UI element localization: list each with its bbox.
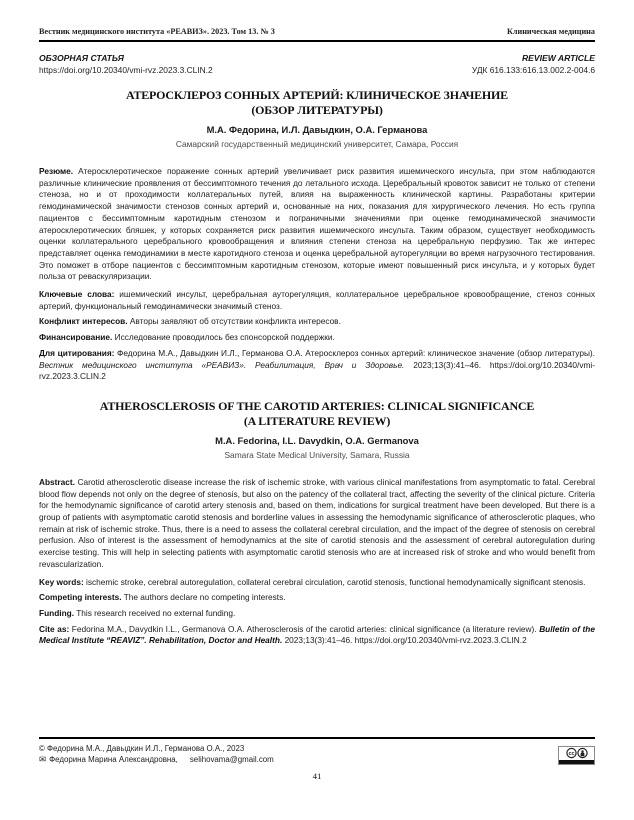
competing-en-label: Competing interests. [39,592,122,603]
cc-by-license-badge[interactable] [558,746,595,765]
udk-number: УДК 616.133:616.13.002.2-004.6 [471,65,595,75]
title-en [39,399,595,429]
abstract-en-text: Carotid atherosclerotic disease increase the risk of ischemic stroke, with various clinical manifestations from asymptomatic to fatal. Cerebral blood flow depends not only on the degree of stenosis, but also on the patency of the collateral tract, affecting the severity of the clinical picture. Criteria for the hemodynamic significance of carotid artery stenosis and, based on them, indications for surgical treatment have been developed. But there is a group of patients with asymptomatic carotid stenosis and borderline values in assessing the hemodynamic significance of atherosclerotic plaques, who remain at risk of ischemic stroke. Thus, there is a need to assess the collateral cerebral circulation, and the impact of the degree of stenosis on cerebral perfusion. Also of interest is the assessment of hemodynamics at the site of carotid stenosis and the assessment of cerebral autoregulation during exercise testing. This will help in selecting patients with asymptomatic carotid stenosis who are at increased risk of stroke and who would benefit from revascularization. [39,476,595,569]
keywords-ru-label: Ключевые слова: [39,289,115,300]
conflict-ru-label: Конфликт интересов. [39,316,128,327]
doi-link[interactable]: https://doi.org/10.20340/vmi-rvz.2023.3.CLIN.2 [39,65,213,75]
keywords-en-text: ischemic stroke, cerebral autoregulation, collateral cerebral circulation, carotid stenosis, functional hemodynamically significant stenosis. [86,576,586,587]
english-block [39,399,595,647]
title-ru-line2: (ОБЗОР ЛИТЕРАТУРЫ) [251,103,383,117]
keywords-en-label: Key words: [39,576,84,587]
article-type-left [39,53,213,75]
contact-name: Федорина Марина Александровна, [49,755,178,764]
citation-ru [39,348,595,383]
conflict-ru [39,316,595,328]
section-header: Клиническая медицина [506,27,595,36]
page-footer [39,737,595,765]
article-type-ru: ОБЗОРНАЯ СТАТЬЯ [39,53,124,63]
abstract-en-label: Abstract. [39,476,75,487]
journal-title-header: Вестник медицинского института «РЕАВИЗ». 2023. Том 13. № 3 [39,27,275,36]
title-en-line2: (A LITERATURE REVIEW) [243,413,391,428]
citation-ru-text: Федорина М.А., Давыдкин И.Л., Германова О.А. Атеросклероз сонных артерий: клиническое значение (обзор литературы). [117,347,595,358]
citation-ru-tail: 2023;13(3):41–46. https://doi.org/10.20340/vmi-rvz.2023.3.CLIN.2 [39,359,595,382]
competing-interests-en [39,592,595,604]
title-en-line1: ATHEROSCLEROSIS OF THE CAROTID ARTERIES: CLINICAL SIGNIFICANCE [99,398,535,413]
competing-en-text: The authors declare no competing interests. [123,592,286,603]
header-rule [39,40,595,42]
abstract-ru-text: Атеросклеротическое поражение сонных артерий увеличивает риск развития ишемического инсульта, при этом наблюдаются различные клинические проявления от бессимптомного течения до летального исхода. Церебральный кровоток зависит не только от степени стеноза, но и от проходимости коллатеральных путей, влияя на выраженность клинической картины. Разработаны критерии гемодинамической значимости стенозов сонных артерий и, основанные на них, показания для хирургического лечения. Но есть группа пациентов с бессимптомным каротидным стенозом и пограничными значениями при оценке гемодинамической значимости атеросклеротических бляшек, у которых сохраняется риск развития ишемического инсульта. Таким образом, существует необходимость оценки коллатерального церебрального кровообращения и влияния степени стеноза на церебральную перфузию. Так же интерес представляет оценка гемодинамики в месте каротидного стеноза и оценка церебральной ауторегуляции во время нагрузочного тестирования. Это поможет в отборе пациентов с бессимптомным каротидным стенозом, которые имеют повышенный риск инсульта, и у которых будет польза от реваскуляризации. [39,166,595,282]
funding-en-text: This research received no external funding. [76,607,236,618]
contact-email[interactable]: selihovama@gmail.com [189,755,274,764]
conflict-ru-text: Авторы заявляют об отсутствии конфликта интересов. [129,316,341,327]
abstract-en [39,477,595,571]
article-type-row [39,53,595,75]
cc-by-icon [558,746,595,765]
footer-rule [39,737,595,739]
funding-ru-text: Исследование проводилось без спонсорской поддержки. [114,332,335,343]
funding-en-label: Funding. [39,607,75,618]
citation-en-label: Cite as: [39,623,70,634]
abstract-ru [39,166,595,283]
citation-en [39,624,595,647]
citation-en-text: Fedorina M.A., Davydkin I.L., Germanova O.A. Atherosclerosis of the carotid arteries: clinical significance (a literature review). [71,623,537,634]
citation-ru-label: Для цитирования: [39,347,115,358]
affiliation-ru: Самарский государственный медицинский университет, Самара, Россия [175,139,459,149]
contact-line [39,754,595,765]
title-ru-line1: АТЕРОСКЛЕРОЗ СОННЫХ АРТЕРИЙ: КЛИНИЧЕСКОЕ ЗНАЧЕНИЕ [126,88,508,102]
page-number: 41 [312,771,322,781]
authors-en: M.A. Fedorina, I.L. Davydkin, O.A. Germanova [215,434,419,446]
citation-ru-journal: Вестник медицинского института «РЕАВИЗ». Реабилитация, Врач и Здоровье. [39,359,405,370]
article-type-right [472,53,595,75]
funding-ru-label: Финансирование. [39,332,113,343]
keywords-ru [39,289,595,312]
article-type-en: REVIEW ARTICLE [521,53,595,63]
running-head [39,27,595,36]
funding-ru [39,332,595,344]
envelope-icon: ✉ [39,754,47,764]
funding-en [39,608,595,620]
affiliation-en: Samara State Medical University, Samara, Russia [224,449,410,460]
authors-ru: М.А. Федорина, И.Л. Давыдкин, О.А. Германова [206,124,428,135]
citation-en-tail: 2023;13(3):41–46. https://doi.org/10.20340/vmi-rvz.2023.3.CLIN.2 [284,635,527,646]
svg-text:cc: cc [568,751,575,758]
copyright-line: © Федорина М.А., Давыдкин И.Л., Германова О.А., 2023 [39,744,245,753]
keywords-en [39,577,595,589]
title-ru [39,88,595,118]
citation-en-journal: Bulletin of the Medical Institute “REAVIZ”. Rehabilitation, Doctor and Health. [39,623,595,646]
abstract-ru-label: Резюме. [39,166,74,176]
keywords-ru-text: ишемический инсульт, церебральная ауторегуляция, коллатеральное церебральное кровообращение, стеноз сонных артерий, функциональный гемодинамически значимый стеноз. [39,289,595,311]
